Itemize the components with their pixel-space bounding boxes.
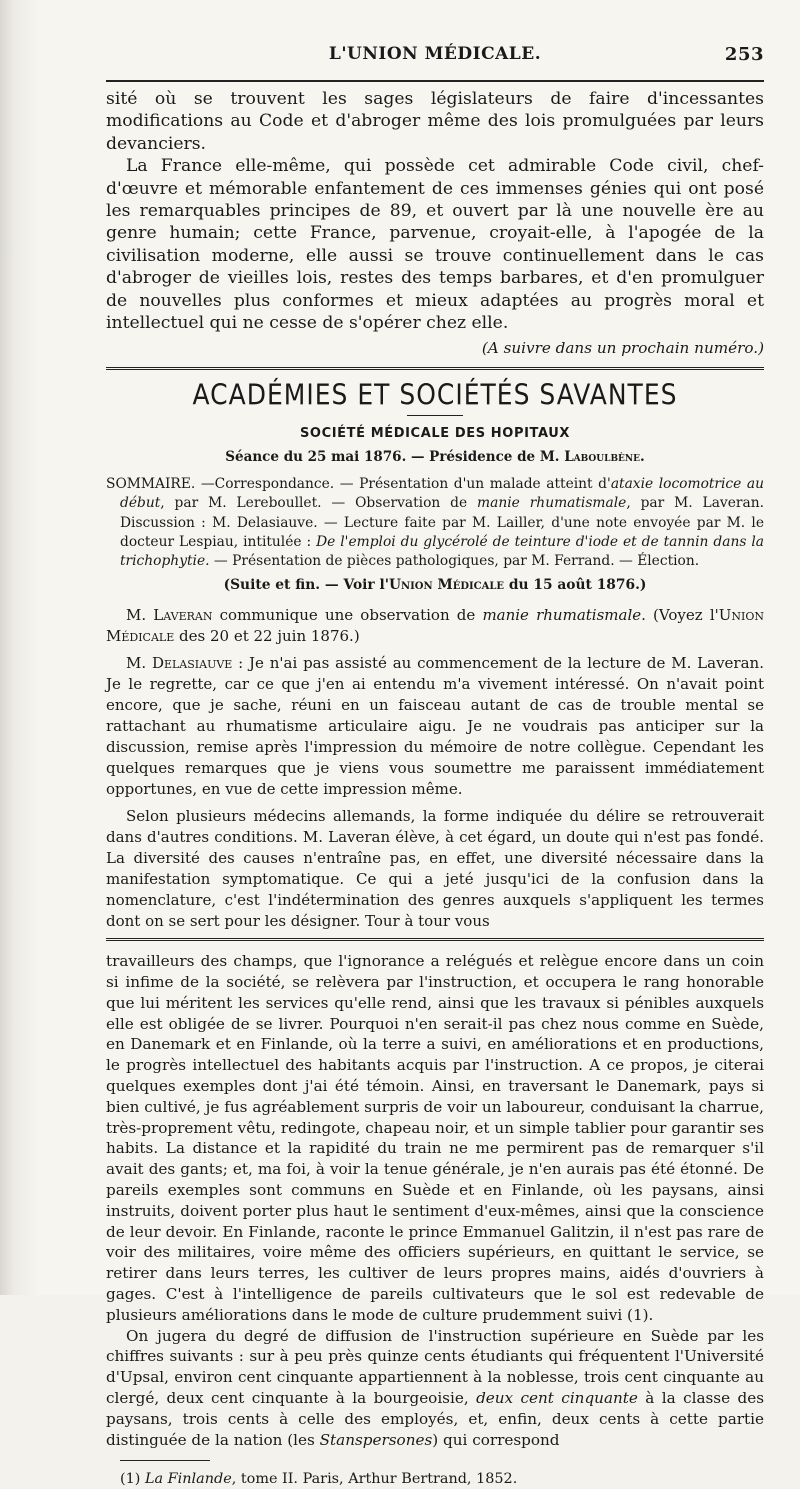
- session-president: Laboulbène: [564, 449, 641, 466]
- paragraph-laveran: [106, 605, 764, 647]
- upsal-part1: On jugera du degré de diffusion de l'instruction supérieure en Suède par les chiffres suivants : sur à peu près quinze cents étudiants qui fréquentent l'Université d'Upsal, environ cent cinquante appartiennent à la noblesse, trois cent cinquante au clergé, deux cent cinquante à la bourgeoisie,: [106, 1326, 764, 1408]
- paragraph-france: La France elle-même, qui possède cet admirable Code civil, chef-d'œuvre et mémorable enfantement de ces immenses génies qui ont posé les remarquables principes de 89, et ouvert par là une nouvelle ère au genre humain; cette France, parvenue, croyait-elle, à l'apogée de la civilisation moderne, elle aussi se trouve continuellement dans le cas d'abroger de vieilles lois, restes des temps barbares, et d'en promulguer de nouvelles plus conformes et mieux adaptées au progrès moral et intellectuel qui ne cesse de s'opérer chez elle.: [106, 156, 764, 334]
- upsal-italic: deux cent cinquante: [476, 1389, 638, 1408]
- footnote: [106, 1469, 764, 1489]
- laveran-text3: des 20 et 22 juin 1876.): [174, 627, 360, 646]
- paragraph-delasiauve: [106, 653, 764, 800]
- footnote-title: La Finlande: [144, 1471, 232, 1488]
- laveran-journal: Union Médicale: [106, 606, 764, 646]
- header-rule: [106, 80, 764, 82]
- suite-prefix: (Suite et fin. — Voir l': [223, 577, 389, 594]
- session-line: [106, 449, 764, 465]
- suite-suffix: du 15 août 1876.): [504, 577, 647, 594]
- laveran-italic: manie rhumatismale: [482, 606, 642, 625]
- upsal-part2: à la classe des paysans, trois cents à celle des employés, et, enfin, deux cents à cette partie distinguée de la nation (les: [106, 1389, 764, 1449]
- page-number: 253: [724, 44, 764, 65]
- summary-part2: , par M. Lereboullet. — Observation de: [160, 495, 478, 512]
- to-be-continued: (A suivre dans un prochain numéro.): [481, 339, 764, 358]
- summary-label: SOMMAIRE.: [106, 476, 196, 493]
- speaker-delasiauve: M. Delasiauve: [126, 654, 233, 673]
- upsal-italic2: Stanspersones: [319, 1430, 433, 1449]
- summary-part4: — Présentation de pièces pathologiques, par M. Ferrand. — Élection.: [209, 553, 700, 570]
- suite-line: [106, 577, 764, 593]
- section-title: ACADÉMIES ET SOCIÉTÉS SAVANTES: [192, 378, 678, 412]
- summary-italic3: De l'emploi du glycérolé de teinture d'iode et de tannin dans la trichophytie.: [120, 533, 764, 570]
- society-heading: SOCIÉTÉ MÉDICALE DES HOPITAUX: [299, 426, 571, 442]
- journal-title: L'UNION MÉDICALE.: [328, 44, 542, 64]
- session-prefix: Séance du 25 mai 1876. — Présidence de M.: [225, 449, 565, 466]
- footnote-rest: , tome II. Paris, Arthur Bertrand, 1852.: [231, 1471, 518, 1488]
- summary-italic2: manie rhumatismale: [477, 495, 627, 512]
- laveran-text2: . (Voyez l': [641, 606, 719, 625]
- short-rule: [407, 415, 463, 416]
- footnote-rule: [120, 1460, 210, 1461]
- laveran-text1: communique une observation de: [212, 606, 483, 625]
- suite-journal: Union Médicale: [388, 577, 505, 594]
- paragraph-legislators: sité où se trouvent les sages législateurs de faire d'incessantes modifications au Code et d'abroger même des lois promulguées par leurs devanciers.: [106, 89, 764, 154]
- paragraph-selon: Selon plusieurs médecins allemands, la forme indiquée du délire se retrouverait dans d'autres conditions. M. Laveran élève, à cet égard, un doute qui n'est pas fondé. La diversité des causes n'entraîne pas, en effet, une diversité nécessaire dans la manifestation symptomatique. Ce qui a jeté jusqu'ici de la confusion dans la nomenclature, c'est l'indétermination des genres auxquels s'appliquent les termes dont on se sert pour les désigner. Tour à tour vous: [106, 807, 764, 931]
- running-head: [106, 38, 764, 70]
- summary-part1: —Correspondance. — Présentation d'un malade atteint d': [195, 476, 611, 493]
- feuilleton-rule: [106, 938, 764, 941]
- summary-part3: , par M. Laveran. Discussion : M. Delasiauve. — Lecture faite par M. Lailler, d'une note envoyée par M. le docteur Lespiau, intitulée :: [120, 495, 764, 550]
- speaker-laveran: M. Laveran: [126, 606, 213, 625]
- delasiauve-text: : Je n'ai pas assisté au commencement de la lecture de M. Laveran. Je le regrette, car ce que j'en ai entendu m'a vivement intéressé. On n'avait point encore, que je sache, réuni en un faisceau autant de cas de trouble mental se rattachant au rhumatisme articulaire aigu. Je ne voudrais pas anticiper sur la discussion, remise après l'impression du mémoire de notre collègue. Cependant les quelques remarques que je viens vous soumettre me paraissent immédiatement opportunes, en vue de cette impression même.: [106, 654, 764, 799]
- paragraph-upsal: [106, 1326, 764, 1451]
- paragraph-workers: travailleurs des champs, que l'ignorance a relégués et relègue encore dans un coin si infime de la société, se relèvera par l'instruction, et occupera le rang honorable que lui méritent les services qu'elle rend, ainsi que les travaux si pénibles auxquels elle est obligée de se livrer. Pourquoi n'en serait-il pas chez nous comme en Suède, en Danemark et en Finlande, où la terre a suivi, en améliorations et en productions, le progrès intellectuel des habitants acquis par l'instruction. A ce propos, je citerai quelques exemples dont j'ai été témoin. Ainsi, en traversant le Danemark, pays si bien cultivé, je fus agréablement surpris de voir un laboureur, conduisant la charrue, très-proprement vêtu, redingote, chapeau noir, et un simple tablier pour garantir ses habits. La distance et la rapidité du train ne me permirent pas de remarquer s'il avait des gants; et, ma foi, à voir la tenue générale, je n'en aurais pas été étonné. De pareils exemples sont communs en Suède et en Finlande, où les paysans, ainsi instruits, doivent porter plus haut le sentiment d'eux-mêmes, ainsi que la conscience de leur devoir. En Finlande, raconte le prince Emmanuel Galitzin, il n'est pas rare de voir des militaires, voire même des officiers supérieurs, en quittant le service, se retirer dans leurs terres, les cultiver de leurs propres mains, aidés d'ouvriers à gages. C'est à l'intelligence de pareils cultivateurs que le sol est redevable de plusieurs améliorations dans le mode de culture prudemment suivi (1).: [106, 952, 764, 1324]
- footnote-marker: (1): [120, 1471, 145, 1488]
- summary: [106, 475, 764, 571]
- section-rule: [106, 367, 764, 370]
- upsal-part3: ) qui correspond: [432, 1430, 560, 1449]
- summary-italic1: ataxie locomotrice au début: [120, 476, 765, 512]
- session-suffix: .: [640, 449, 645, 466]
